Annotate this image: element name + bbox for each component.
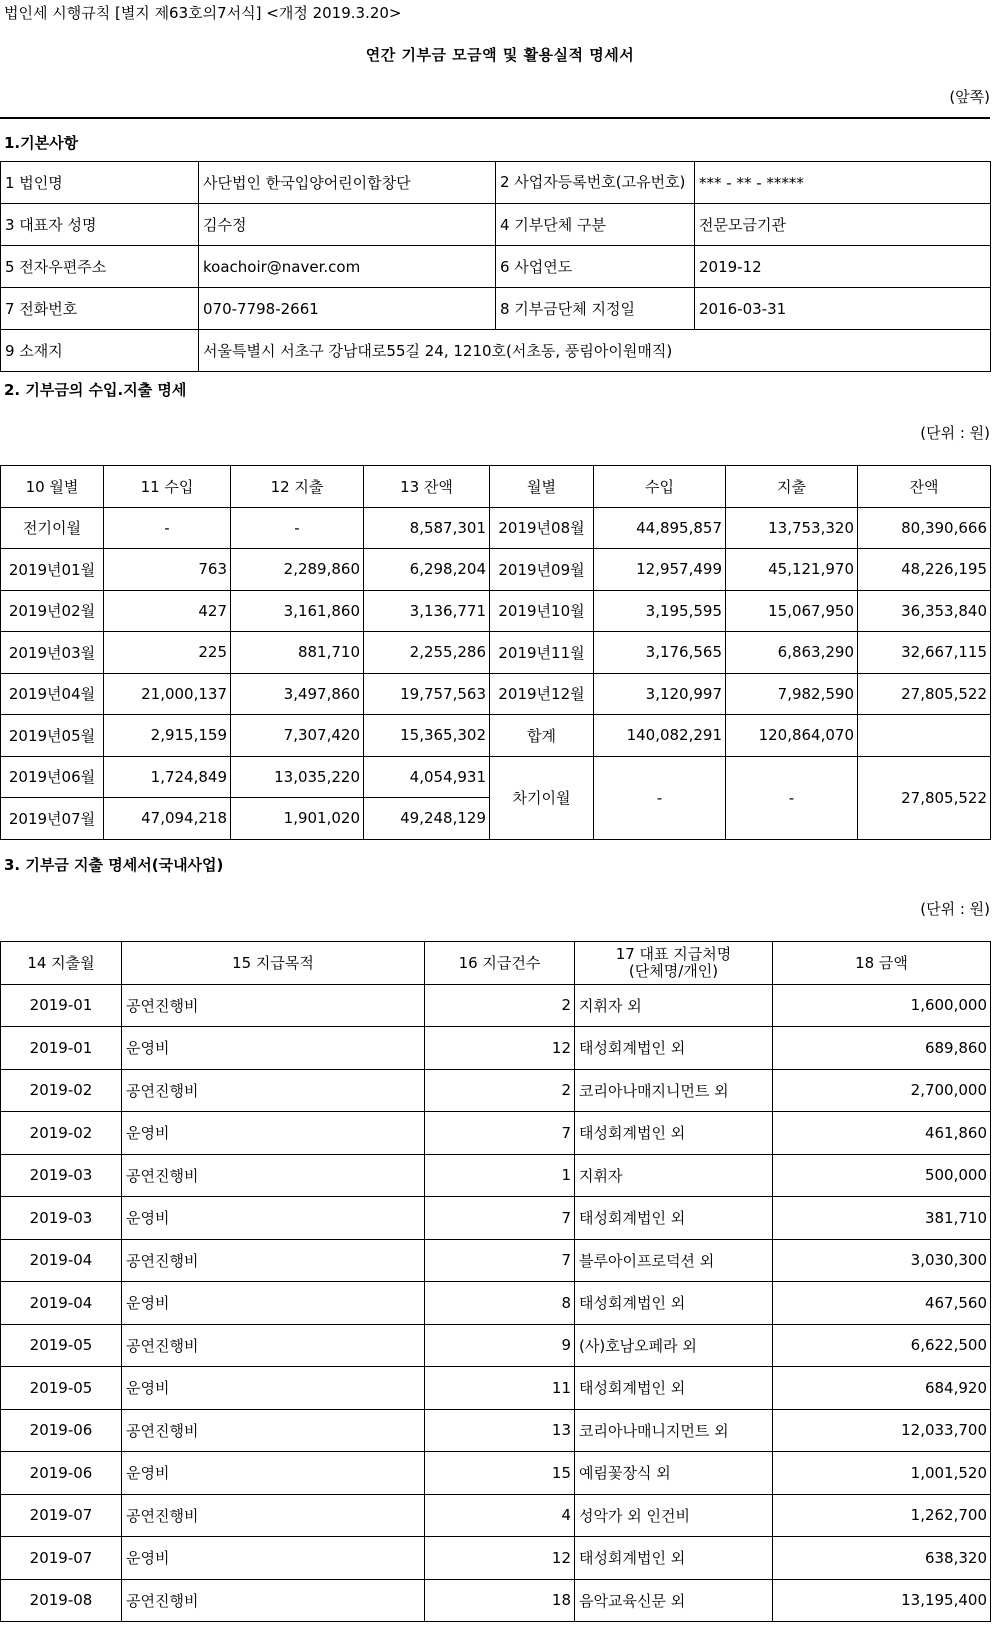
amount-cell: 15,365,302	[364, 715, 490, 757]
amount-cell: 2,289,860	[231, 549, 364, 591]
column-header: 월별	[490, 466, 594, 508]
amount-cell: 6,298,204	[364, 549, 490, 591]
amount-cell: 140,082,291	[594, 715, 726, 757]
column-header: 16 지급건수	[425, 942, 575, 985]
table-row	[1, 1197, 991, 1240]
form-header: 법인세 시행규칙 [별지 제63호의7서식] <개정 2019.3.20>	[4, 4, 402, 22]
amount-cell: 3,176,565	[594, 632, 726, 674]
amount-cell: 27,805,522	[858, 756, 991, 839]
field-label: 7 전화번호	[1, 288, 199, 330]
purpose-cell: 운영비	[122, 1537, 425, 1580]
month-cell: 2019년04월	[1, 673, 104, 715]
amount-cell: 467,560	[773, 1282, 991, 1325]
field-value: *** - ** - *****	[695, 162, 991, 204]
field-value: 전문모금기관	[695, 204, 991, 246]
table-row	[1, 1324, 991, 1367]
field-label: 2 사업자등록번호(고유번호)	[496, 162, 695, 204]
amount-cell: -	[104, 507, 231, 549]
amount-cell: 13,195,400	[773, 1579, 991, 1622]
payee-cell: 태성회계법인 외	[575, 1197, 773, 1240]
column-header	[575, 942, 773, 985]
field-value: 2019-12	[695, 246, 991, 288]
field-label: 6 사업연도	[496, 246, 695, 288]
column-header: 잔액	[858, 466, 991, 508]
monthly-row	[1, 549, 991, 591]
divider	[0, 117, 990, 119]
count-cell: 7	[425, 1197, 575, 1240]
table-row	[1, 1069, 991, 1112]
amount-cell: -	[231, 507, 364, 549]
column-header: 수입	[594, 466, 726, 508]
amount-cell: 689,860	[773, 1027, 991, 1070]
amount-cell: 500,000	[773, 1154, 991, 1197]
amount-cell: 2,255,286	[364, 632, 490, 674]
field-value: 070-7798-2661	[199, 288, 496, 330]
amount-cell: 8,587,301	[364, 507, 490, 549]
income-expense-table	[0, 465, 991, 840]
field-value: 김수정	[199, 204, 496, 246]
month-cell: 2019년06월	[1, 756, 104, 798]
month-cell: 2019-04	[1, 1239, 122, 1282]
amount-cell: 13,753,320	[726, 507, 858, 549]
amount-cell: 6,622,500	[773, 1324, 991, 1367]
payee-cell: 블루아이프로덕션 외	[575, 1239, 773, 1282]
count-cell: 1	[425, 1154, 575, 1197]
count-cell: 4	[425, 1494, 575, 1537]
column-header: 11 수입	[104, 466, 231, 508]
column-header: 지출	[726, 466, 858, 508]
amount-cell: 6,863,290	[726, 632, 858, 674]
month-cell: 2019-06	[1, 1452, 122, 1495]
month-cell: 2019년08월	[490, 507, 594, 549]
amount-cell: -	[594, 756, 726, 839]
purpose-cell: 공연진행비	[122, 984, 425, 1027]
column-header: 15 지급목적	[122, 942, 425, 985]
table-row	[1, 1537, 991, 1580]
monthly-row	[1, 632, 991, 674]
amount-cell: 3,120,997	[594, 673, 726, 715]
payee-cell: 태성회계법인 외	[575, 1537, 773, 1580]
column-header-line: (단체명/개인)	[628, 961, 719, 980]
payee-cell: 성악가 외 인건비	[575, 1494, 773, 1537]
amount-cell: 45,121,970	[726, 549, 858, 591]
month-cell: 2019-04	[1, 1282, 122, 1325]
field-value: koachoir@naver.com	[199, 246, 496, 288]
purpose-cell: 운영비	[122, 1282, 425, 1325]
payee-cell: 음악교육신문 외	[575, 1579, 773, 1622]
amount-cell: 763	[104, 549, 231, 591]
count-cell: 7	[425, 1239, 575, 1282]
purpose-cell: 운영비	[122, 1452, 425, 1495]
payee-cell: 코리아나매니지먼트 외	[575, 1409, 773, 1452]
monthly-row	[1, 590, 991, 632]
purpose-cell: 공연진행비	[122, 1239, 425, 1282]
field-label: 3 대표자 성명	[1, 204, 199, 246]
basic-info-row	[1, 204, 991, 246]
table-row	[1, 1027, 991, 1070]
table-row	[1, 1452, 991, 1495]
table-header-row	[1, 942, 991, 985]
column-header-line: 17 대표 지급처명	[615, 944, 732, 963]
purpose-cell: 공연진행비	[122, 1069, 425, 1112]
count-cell: 18	[425, 1579, 575, 1622]
amount-cell: 1,724,849	[104, 756, 231, 798]
monthly-row	[1, 715, 991, 757]
amount-cell: 638,320	[773, 1537, 991, 1580]
amount-cell: 3,161,860	[231, 590, 364, 632]
amount-cell: 120,864,070	[726, 715, 858, 757]
month-cell: 전기이월	[1, 507, 104, 549]
amount-cell: 1,901,020	[231, 798, 364, 840]
month-cell: 2019년11월	[490, 632, 594, 674]
amount-cell: 2,915,159	[104, 715, 231, 757]
purpose-cell: 공연진행비	[122, 1409, 425, 1452]
count-cell: 8	[425, 1282, 575, 1325]
purpose-cell: 공연진행비	[122, 1324, 425, 1367]
column-header: 13 잔액	[364, 466, 490, 508]
purpose-cell: 운영비	[122, 1027, 425, 1070]
table-row	[1, 1239, 991, 1282]
month-cell: 2019년03월	[1, 632, 104, 674]
amount-cell: 3,136,771	[364, 590, 490, 632]
amount-cell: 427	[104, 590, 231, 632]
column-header: 12 지출	[231, 466, 364, 508]
basic-info-table	[0, 161, 991, 372]
amount-cell: 44,895,857	[594, 507, 726, 549]
table-row	[1, 1367, 991, 1410]
month-cell: 2019년12월	[490, 673, 594, 715]
section-expense-title: 3. 기부금 지출 명세서(국내사업)	[4, 856, 224, 874]
month-cell: 2019-02	[1, 1112, 122, 1155]
month-cell: 2019-02	[1, 1069, 122, 1112]
front-side-label: (앞쪽)	[949, 88, 990, 106]
count-cell: 12	[425, 1027, 575, 1070]
basic-info-row	[1, 162, 991, 204]
amount-cell: 21,000,137	[104, 673, 231, 715]
month-cell: 2019년02월	[1, 590, 104, 632]
purpose-cell: 공연진행비	[122, 1494, 425, 1537]
purpose-cell: 운영비	[122, 1367, 425, 1410]
amount-cell: 1,262,700	[773, 1494, 991, 1537]
amount-cell: 684,920	[773, 1367, 991, 1410]
address-value: 서울특별시 서초구 강남대로55길 24, 1210호(서초동, 풍림아이원매직)	[199, 330, 991, 372]
amount-cell: 381,710	[773, 1197, 991, 1240]
amount-cell: -	[726, 756, 858, 839]
table-row	[1, 1112, 991, 1155]
month-cell: 2019년09월	[490, 549, 594, 591]
amount-cell: 461,860	[773, 1112, 991, 1155]
month-cell: 2019-01	[1, 1027, 122, 1070]
amount-cell: 3,030,300	[773, 1239, 991, 1282]
month-cell: 2019-07	[1, 1494, 122, 1537]
count-cell: 13	[425, 1409, 575, 1452]
amount-cell: 3,195,595	[594, 590, 726, 632]
monthly-row	[1, 756, 991, 798]
purpose-cell: 운영비	[122, 1197, 425, 1240]
amount-cell: 13,035,220	[231, 756, 364, 798]
month-cell: 2019-08	[1, 1579, 122, 1622]
amount-cell: 19,757,563	[364, 673, 490, 715]
amount-cell: 3,497,860	[231, 673, 364, 715]
document-title: 연간 기부금 모금액 및 활용실적 명세서	[365, 46, 635, 64]
amount-cell: 12,957,499	[594, 549, 726, 591]
address-label: 9 소재지	[1, 330, 199, 372]
month-cell: 2019-01	[1, 984, 122, 1027]
month-cell: 2019-03	[1, 1197, 122, 1240]
count-cell: 9	[425, 1324, 575, 1367]
field-label: 4 기부단체 구분	[496, 204, 695, 246]
table-row	[1, 1494, 991, 1537]
field-value: 2016-03-31	[695, 288, 991, 330]
amount-cell: 49,248,129	[364, 798, 490, 840]
amount-cell: 4,054,931	[364, 756, 490, 798]
amount-cell: 32,667,115	[858, 632, 991, 674]
month-cell: 2019-07	[1, 1537, 122, 1580]
field-label: 5 전자우편주소	[1, 246, 199, 288]
column-header: 18 금액	[773, 942, 991, 985]
payee-cell: 태성회계법인 외	[575, 1282, 773, 1325]
month-cell: 합계	[490, 715, 594, 757]
basic-info-row	[1, 330, 991, 372]
table-row	[1, 984, 991, 1027]
section-income-title: 2. 기부금의 수입.지출 명세	[4, 381, 187, 399]
amount-cell: 7,307,420	[231, 715, 364, 757]
month-cell: 2019년07월	[1, 798, 104, 840]
purpose-cell: 공연진행비	[122, 1154, 425, 1197]
count-cell: 2	[425, 1069, 575, 1112]
expense-unit: (단위 : 원)	[920, 900, 990, 918]
amount-cell: 80,390,666	[858, 507, 991, 549]
month-cell: 2019년10월	[490, 590, 594, 632]
payee-cell: (사)호남오페라 외	[575, 1324, 773, 1367]
section-basic-title: 1.기본사항	[4, 134, 79, 152]
month-cell: 2019-06	[1, 1409, 122, 1452]
amount-cell: 225	[104, 632, 231, 674]
payee-cell: 예림꽃장식 외	[575, 1452, 773, 1495]
count-cell: 12	[425, 1537, 575, 1580]
amount-cell: 15,067,950	[726, 590, 858, 632]
table-row	[1, 1579, 991, 1622]
field-value: 사단법인 한국입양어린이합창단	[199, 162, 496, 204]
amount-cell	[858, 715, 991, 757]
month-cell: 2019년05월	[1, 715, 104, 757]
month-cell: 2019년01월	[1, 549, 104, 591]
table-row	[1, 1282, 991, 1325]
table-row	[1, 1409, 991, 1452]
table-header-row	[1, 466, 991, 508]
amount-cell: 12,033,700	[773, 1409, 991, 1452]
month-cell: 2019-03	[1, 1154, 122, 1197]
field-label: 1 법인명	[1, 162, 199, 204]
income-unit: (단위 : 원)	[920, 424, 990, 442]
column-header: 14 지출월	[1, 942, 122, 985]
amount-cell: 48,226,195	[858, 549, 991, 591]
amount-cell: 2,700,000	[773, 1069, 991, 1112]
amount-cell: 36,353,840	[858, 590, 991, 632]
monthly-row	[1, 507, 991, 549]
payee-cell: 코리아나매지니먼트 외	[575, 1069, 773, 1112]
amount-cell: 7,982,590	[726, 673, 858, 715]
payee-cell: 지휘자 외	[575, 984, 773, 1027]
count-cell: 2	[425, 984, 575, 1027]
payee-cell: 태성회계법인 외	[575, 1112, 773, 1155]
monthly-row	[1, 673, 991, 715]
field-label: 8 기부금단체 지정일	[496, 288, 695, 330]
amount-cell: 1,001,520	[773, 1452, 991, 1495]
month-cell: 2019-05	[1, 1324, 122, 1367]
column-header: 10 월별	[1, 466, 104, 508]
count-cell: 11	[425, 1367, 575, 1410]
purpose-cell: 운영비	[122, 1112, 425, 1155]
amount-cell: 27,805,522	[858, 673, 991, 715]
basic-info-row	[1, 246, 991, 288]
carryover-label: 차기이월	[490, 756, 594, 839]
count-cell: 15	[425, 1452, 575, 1495]
month-cell: 2019-05	[1, 1367, 122, 1410]
amount-cell: 47,094,218	[104, 798, 231, 840]
count-cell: 7	[425, 1112, 575, 1155]
amount-cell: 1,600,000	[773, 984, 991, 1027]
expense-detail-table	[0, 941, 991, 1622]
purpose-cell: 공연진행비	[122, 1579, 425, 1622]
payee-cell: 태성회계법인 외	[575, 1367, 773, 1410]
basic-info-row	[1, 288, 991, 330]
payee-cell: 태성회계법인 외	[575, 1027, 773, 1070]
payee-cell: 지휘자	[575, 1154, 773, 1197]
table-row	[1, 1154, 991, 1197]
amount-cell: 881,710	[231, 632, 364, 674]
